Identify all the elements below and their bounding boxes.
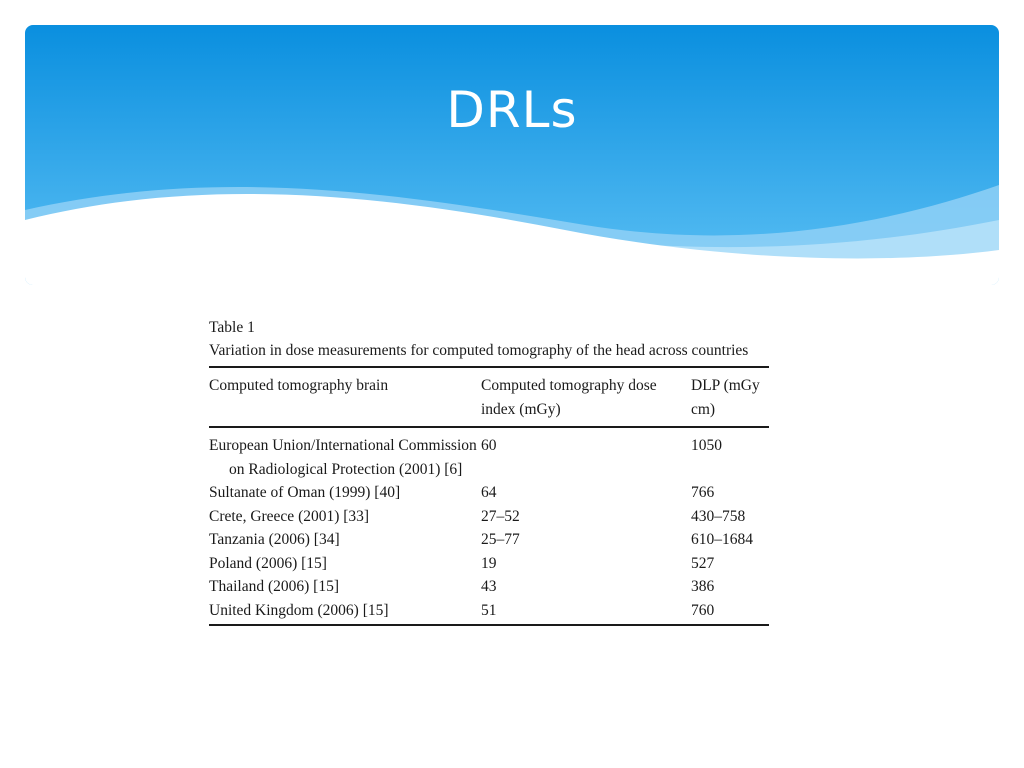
row-source: Sultanate of Oman (1999) [40] <box>209 484 401 501</box>
row-dlp: 1050 <box>691 437 722 454</box>
row-dlp: 386 <box>691 578 715 595</box>
row-dlp: 766 <box>691 484 715 501</box>
table-row <box>209 481 769 505</box>
table-row <box>209 552 769 576</box>
dose-table <box>209 366 769 626</box>
table-row <box>209 505 769 529</box>
row-dlp: 760 <box>691 601 715 619</box>
header-ctdi: Computed tomography dose index (mGy) <box>481 367 691 427</box>
row-ctdi: 51 <box>481 601 497 619</box>
row-source: United Kingdom (2006) [15] <box>209 601 389 619</box>
row-ctdi: 25–77 <box>481 531 520 548</box>
table-row <box>209 575 769 599</box>
header-ct-brain: Computed tomography brain <box>209 367 481 427</box>
row-ctdi: 27–52 <box>481 507 520 525</box>
row-ctdi: 60 <box>481 437 497 454</box>
row-ctdi: 43 <box>481 578 497 595</box>
table-row <box>209 528 769 552</box>
row-source: European Union/International Commission on Radiological Protection (2001) [6] <box>209 437 477 478</box>
header-dlp: DLP (mGy cm) <box>691 367 769 427</box>
table-caption: Variation in dose measurements for computed tomography of the head across countries <box>209 342 749 359</box>
dose-table-figure <box>209 316 769 626</box>
row-source: Thailand (2006) [15] <box>209 578 339 595</box>
table-header-row <box>209 367 769 427</box>
slide-title: DRLs <box>446 81 578 139</box>
row-source: Poland (2006) [15] <box>209 554 327 572</box>
row-source: Tanzania (2006) [34] <box>209 531 340 548</box>
row-source: Crete, Greece (2001) [33] <box>209 507 370 525</box>
row-ctdi: 19 <box>481 554 497 572</box>
table-row <box>209 599 769 626</box>
banner-wave-graphic <box>25 25 999 285</box>
row-dlp: 610–1684 <box>691 531 753 548</box>
table-row <box>209 427 769 481</box>
row-dlp: 430–758 <box>691 507 746 525</box>
title-banner <box>25 25 999 285</box>
table-label: Table 1 <box>209 319 255 336</box>
row-dlp: 527 <box>691 554 715 572</box>
row-ctdi: 64 <box>481 484 497 501</box>
